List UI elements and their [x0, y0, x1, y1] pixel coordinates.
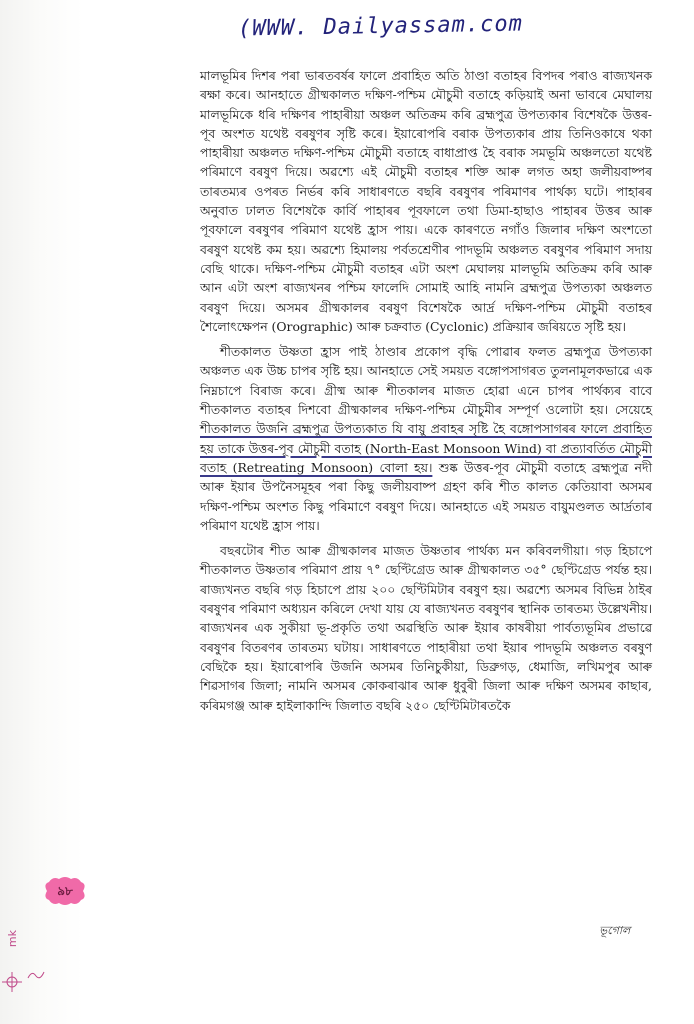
paragraph-climate-summer: মালভূমিৰ দিশৰ পৰা ভাৰতবৰ্ষৰ ফালে প্ৰবাহিত অতি ঠাণ্ডা বতাহৰ বিপদৰ পৰাও ৰাজ্যখনক ৰক্ষা কৰে। আনহাতে গ্ৰীষ্মকালত দক্ষিণ-পশ্চিম মৌচুমী বতাহে কড়িয়াই অনা ভাবৰে মেঘালয় মালভূমিকে ধৰি দক্ষিণৰ পাহাৰীয়া অঞ্চল অতিক্ৰম কৰি ব্ৰহ্মপুত্ৰ উপত্যকাৰ বিশেষকৈ উত্তৰ-পূব অংশত যথেষ্ট বৰষুণৰ সৃষ্টি কৰে। ইয়াৰোপৰি বৰাক উপত্যকাৰ প্ৰায় তিনিওকাষে থকা পাহাৰীয়া অঞ্চলত দক্ষিণ-পশ্চিম মৌচুমী বতাহে বাধাপ্ৰাপ্ত হৈ বৰাক সমভূমি অঞ্চলতো যথেষ্ট পৰিমাণে বৰষুণ দিয়ে। অৱশ্যে এই মৌচুমী বতাহৰ শক্তি আৰু লগত অহা জলীয়বাষ্পৰ তাৰতম্যৰ ওপৰত নিৰ্ভৰ কৰি সাধাৰণতে বছৰি বৰষুণৰ পৰিমাণৰ পাৰ্থক্য ঘটে। পাহাৰৰ অনুবাত ঢালত বিশেষকৈ কাৰ্বি পাহাৰৰ পূবফালে তথা ডিমা-হাছাও পাহাৰৰ উত্তৰ আৰু পূবফালে বৰষুণৰ পৰিমাণ যথেষ্ট হ্ৰাস পায়। একে কাৰণতে নগাঁও জিলাৰ দক্ষিণ অংশতো বৰষুণ যথেষ্ট কম হয়। অৱশ্যে হিমালয় পৰ্বতশ্ৰেণীৰ পাদভূমি অঞ্চলত বৰষুণৰ পৰিমাণ সদায় বেছি থাকে। দক্ষিণ-পশ্চিম মৌচুমী বতাহৰ এটা অংশ মেঘালয় মালভূমি অতিক্ৰম কৰি আৰু আন এটা অংশ ৰাজ্যখনৰ পশ্চিম ফালেদি সোমাই আহি নামনি ব্ৰহ্মপুত্ৰ উপত্যকা অঞ্চলত বৰষুণ দিয়ে। অসমৰ গ্ৰীষ্মকালৰ বৰষুণ বিশেষকৈ আৰ্দ্ৰ দক্ষিণ-পশ্চিম মৌচুমী বতাহৰ শৈলোৎক্ষেপন (Orographic) আৰু চক্ৰবাত (Cyclonic) প্ৰক্ৰিয়াৰ জৰিয়তে সৃষ্টি হয়। — [200, 68, 652, 334]
margin-mark: mk — [6, 930, 19, 948]
underlined-definition: শীতকালত উজনি ব্ৰহ্মপুত্ৰ উপত্যকাত যি বায়ু প্ৰবাহৰ সৃষ্টি হৈ বঙ্গোপসাগৰৰ ফালে প্ৰবাহিত হয় তাকে উত্তৰ-পূব মৌচুমী বতাহ (North-East Monsoon Wind) বা প্ৰত্যাবৰ্তিত মৌচুমী বতাহ (Retreating Monsoon) বোলা হয়। — [200, 421, 652, 475]
paragraph-temperature-rainfall: বছৰটোৰ শীত আৰু গ্ৰীষ্মকালৰ মাজত উষ্ণতাৰ পাৰ্থক্য মন কৰিবলগীয়া। গড় হিচাপে শীতকালত উষ্ণতাৰ পৰিমাণ প্ৰায় ৭° ছেণ্টিগ্ৰেড আৰু গ্ৰীষ্মকালত ৩৫° ছেণ্টিগ্ৰেড পৰ্যন্ত হয়। ৰাজ্যখনত বছৰি গড় হিচাপে প্ৰায় ২০০ ছেণ্টিমিটাৰ বৰষুণ হয়। অৱশ্যে অসমৰ বিভিন্ন ঠাইৰ বৰষুণৰ পৰিমাণ অধ্যয়ন কৰিলে দেখা যায় যে ৰাজ্যখনত বৰষুণৰ স্থানিক তাৰতম্য উল্লেখনীয়। ৰাজ্যখনৰ এক সুকীয়া ভূ-প্ৰকৃতি তথা অৱস্থিতি আৰু ইয়াৰ কাষৰীয়া পাৰ্বত্যভূমিৰ প্ৰভাৱে বৰষুণৰ বিতৰণৰ তাৰতম্য ঘটায়। সাধাৰণতে পাহাৰীয়া তথা ইয়াৰ পাদভূমি অঞ্চলত বৰষুণ বেছিকৈ হয়। ইয়াৰোপৰি উজনি অসমৰ তিনিচুকীয়া, ডিব্ৰুগড়, ধেমাজি, লখিমপুৰ আৰু শিৱসাগৰ জিলা; নামনি অসমৰ কোকৰাঝাৰ আৰু ধুবুৰী জিলা আৰু দক্ষিণ অসমৰ কাছাৰ, কৰিমগঞ্জ আৰু হাইলাকান্দি জিলাত বছৰি ২৫০ ছেণ্টিমিটাৰতকৈ — [200, 543, 652, 713]
crop-mark-icon — [2, 972, 22, 992]
paragraph-winter-rest: শুষ্ক উত্তৰ-পূব মৌচুমী বতাহে ব্ৰহ্মপুত্ৰ নদী আৰু ইয়াৰ উপনৈসমূহৰ পৰা কিছু জলীয়বাষ্প গ্ৰহণ কৰি শীত কালত কেতিয়াবা অসমৰ দক্ষিণ-পশ্চিম অংশত কিছু পৰিমাণে বৰষুণ দিয়ে। আনহাতে এই সময়ত বায়ুমণ্ডলত আৰ্দ্ৰতাৰ পৰিমাণ যথেষ্ট হ্ৰাস পায়। — [200, 459, 652, 533]
document-body — [200, 66, 652, 721]
scribble-icon — [26, 968, 48, 982]
paragraph-climate-winter — [200, 342, 652, 535]
page-number: ৯৮ — [57, 884, 73, 898]
subject-label: ভূগোল — [599, 924, 631, 937]
paragraph-winter-intro: শীতকালত উষ্ণতা হ্ৰাস পাই ঠাণ্ডাৰ প্ৰকোপ বৃদ্ধি পোৱাৰ ফলত ব্ৰহ্মপুত্ৰ উপত্যকা অঞ্চলত এক উচ্চ চাপৰ সৃষ্টি হয়। আনহাতে সেই সময়ত বঙ্গোপসাগৰত তুলনামূলকভাৱে এক নিম্নচাপে বিৰাজ কৰে। গ্ৰীষ্ম আৰু শীতকালৰ মাজত হোৱা এনে চাপৰ পাৰ্থক্যৰ বাবে শীতকালত বতাহৰ দিশবো গ্ৰীষ্মকালৰ দক্ষিণ-পশ্চিম মৌচুমীৰ সম্পূৰ্ণ ওলোটা হয়। সেয়েহে — [200, 344, 652, 418]
site-watermark: (WWW. Dailyassam.com — [237, 11, 524, 42]
